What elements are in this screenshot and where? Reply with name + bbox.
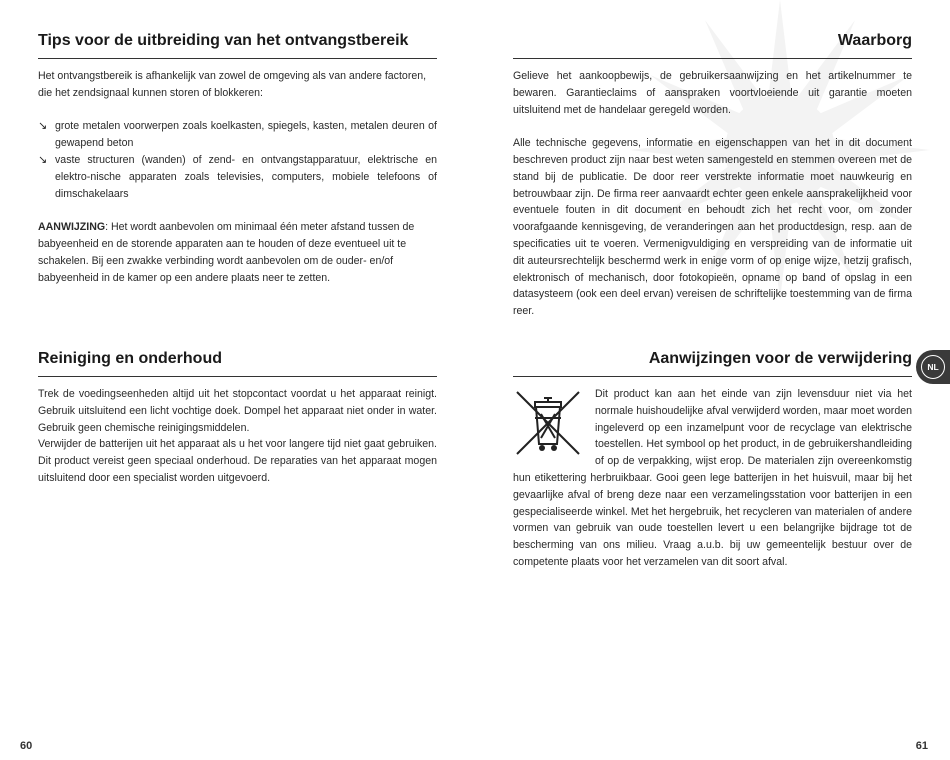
paragraph: Dit product kan aan het einde van zijn levensduur niet via het normale huishoudelijke afval verwijderd worden, maar moet worden ingeleverd op een inzamelpunt voor de recyclage van elektrische toestellen. Het symbool op het product, in de gebruikershandleiding of op de verpakking, wijst erop. De materialen zijn overeenkomstig hun etikettering herbruikbaar. Gooi geen lege batterijen in het huisvuil, maar bij het gevaarlijke afval of breng deze naar een verzamelingsstation voor batterijen in een gespecialiseerde winkel. Met het hergebruik, het recyclеren van materialen of andere vormen van gebruik van oude toestellen levert u een belangrijke bijdrage tot de bescherming van ons milieu. Vraag a.u.b. bij uw gemeentelijk bestuur over de competente plaats voor het verzamelen van dit soort afval. [513, 388, 912, 568]
page-number-left: 60 [20, 740, 33, 752]
paragraph: Trek de voedingseenheden altijd uit het stopcontact voordat u het apparaat reinigt. Gebruik uitsluitend een licht vochtige doek. Dompel het apparaat niet onder in water. Gebruik geen chemische reinigingsmiddelen. [38, 388, 437, 434]
page-number-right: 61 [915, 740, 928, 752]
list-item: ↘ vaste structuren (wanden) of zend- en ontvangstapparatuur, elektrische en elektro-nische apparaten zoals televisies, computers, mobiele telefoons of dimschakelaars [38, 153, 437, 200]
paragraph: Gelieve het aankoopbewijs, de gebruikersaanwijzing en het artikelnummer te bewaren. Garantieclaims of aanspraken voortvloeiende uit garantie moeten uitsluitend met de handelaar geregeld worden. [513, 70, 912, 116]
arrow-down-right-icon: ↘ [38, 120, 48, 133]
note-label: AANWIJZING [38, 221, 106, 234]
paragraph: Alle technische gegevens, informatie en eigenschappen van het in dit document beschreven product zijn naar best weten samengesteld en stemmen overeen met de stand bij de publicatie. De door reer verstrekte informatie moet nauwkeurig en betrouwbaar zijn. De firma reer aanvaardt echter geen enkele aansprakelijkheid voor eventuele fouten in dit document en behoudt zich het recht voor, om zonder voorafgaande kennisgeving, de veranderingen aan het productdesign, resp. aan de specificaties uit te voeren. Vermenigvuldiging en verspreiding van de informatie uit dit auteursrechtelijk beschermd werk in enige vorm of op enige wijze, hetzij grafisch, elektronisch of mechanisch, door fotokopieën, opname op band of opslag in een datasysteem (ook een deel ervan) vereisen de schriftelijke toestemming van de firma reer. [513, 137, 912, 318]
section-heading: Tips voor de uitbreiding van het ontvangstbereik [38, 31, 437, 59]
section-cleaning [38, 349, 437, 487]
note-paragraph [38, 219, 437, 286]
note-text: : Het wordt aanbevolen om minimaal één meter afstand tussen de babyeenheid en de storende apparaten aan te houden of deze eventueel uit te schakelen. Bij een zwakke verbinding wordt aanbevolen om de ouder- en/of babyeenheid in de kamer op een andere plaats neer te zetten. [38, 221, 415, 284]
arrow-down-right-icon: ↘ [38, 153, 48, 166]
section-disposal [513, 349, 912, 571]
crossed-bin-icon [513, 388, 583, 458]
intro-paragraph: Het ontvangstbereik is afhankelijk van zowel de omgeving als van andere factoren, die het zendsignaal kunnen storen of blokkeren: [38, 70, 427, 99]
section-reception-tips [38, 31, 437, 286]
section-heading: Waarborg [513, 31, 912, 59]
section-heading: Reiniging en onderhoud [38, 349, 437, 377]
section-heading: Aanwijzingen voor de verwijdering [513, 349, 912, 377]
section-warranty [513, 31, 912, 320]
interference-list [38, 118, 437, 202]
paragraph: Verwijder de batterijen uit het apparaat als u het voor langere tijd niet gaat gebruiken. Dit product vereist geen speciaal onderhoud. De reparaties van het apparaat mogen uitsluitend door een specialist worden uitgevoerd. [38, 438, 437, 484]
language-tab [916, 350, 950, 384]
language-label: NL [921, 355, 945, 379]
list-item: ↘ grote metalen voorwerpen zoals koelkasten, spiegels, kasten, metalen deuren of gewapend beton [38, 120, 437, 150]
